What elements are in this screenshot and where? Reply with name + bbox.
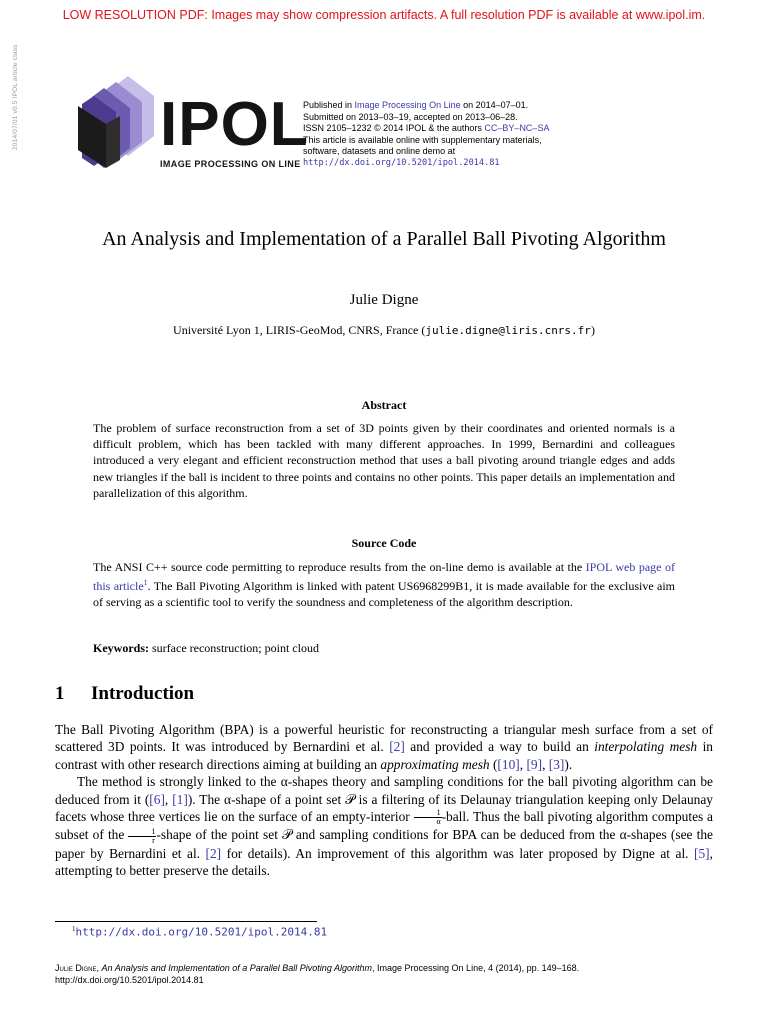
footer-doi[interactable]: http://dx.doi.org/10.5201/ipol.2014.81 xyxy=(55,975,204,985)
paper-title: An Analysis and Implementation of a Parallel Ball Pivoting Algorithm xyxy=(102,228,666,250)
ref-3[interactable]: [3] xyxy=(548,756,565,772)
section-heading xyxy=(55,683,194,705)
footnote-rule xyxy=(55,921,317,922)
publication-info xyxy=(303,100,723,169)
fraction-one-over-alpha: $\frac{1}{\alpha}$ xyxy=(414,809,442,826)
intro-body xyxy=(55,721,713,880)
ipol-article-link[interactable]: IPOL web page of this article xyxy=(93,560,675,594)
logo-subtitle: IMAGE PROCESSING ON LINE xyxy=(160,159,301,169)
logo-wordmark: IPOL xyxy=(160,90,309,159)
footer-author: Julie Digne xyxy=(55,963,97,973)
ref-6[interactable]: [6] xyxy=(149,791,165,807)
abstract-text: The problem of surface reconstruction from a set of 3D points given by their coordinates and oriented normals is a difficult problem, which has been tackled with many different approaches. In 1999, Bernardini and colleagues introduced a very elegant and efficient reconstruction method that uses a ball pivoting around triangle edges and adds new triangles if the ball is incident to three points and contains no other points. This paper details an implementation and parallelization of this algorithm. xyxy=(93,421,675,500)
keywords xyxy=(93,641,319,656)
side-version-stamp: 2014/07/01 v0.5 IPOL article class xyxy=(12,44,19,150)
source-code-text: The ANSI C++ source code permitting to reproduce results from the on-line demo is available at the IPOL web page of this article$^1$. The Ball Pivoting Algorithm is linked with patent US6968299B1, it is made available for the exclusive aim of serving as a scientific tool to verify the soundness and completeness of the algorithm description. xyxy=(93,560,675,610)
doi-link[interactable]: http://dx.doi.org/10.5201/ipol.2014.81 xyxy=(303,157,500,168)
footnote xyxy=(72,925,327,939)
submitted-line: Submitted on 2013–03–19, accepted on 2013–06–28. xyxy=(303,111,518,122)
footnote-url[interactable]: http://dx.doi.org/10.5201/ipol.2014.81 xyxy=(75,925,328,939)
keywords-label: Keywords: xyxy=(93,641,149,655)
section-number: 1 xyxy=(55,683,65,704)
license-link[interactable]: CC–BY–NC–SA xyxy=(484,123,550,133)
ref-1[interactable]: [1] xyxy=(172,791,188,807)
online-line-1: This article is available online with supplementary materials, xyxy=(303,134,542,145)
issn-line: ISSN 2105–1232 © 2014 IPOL & the authors CC–BY–NC–SA xyxy=(303,123,550,133)
page-footer xyxy=(55,962,715,986)
footer-title: An Analysis and Implementation of a Parallel Ball Pivoting Algorithm xyxy=(101,963,373,973)
source-code-heading: Source Code xyxy=(351,536,417,550)
section-title: Introduction xyxy=(91,683,195,704)
published-line: Published in Image Processing On Line on 2014–07–01. xyxy=(303,100,529,110)
ref-2[interactable]: [2] xyxy=(389,739,405,755)
keywords-text: surface reconstruction; point cloud xyxy=(149,641,319,655)
ref-10[interactable]: [10] xyxy=(497,756,520,772)
low-resolution-banner[interactable]: LOW RESOLUTION PDF: Images may show compression artifacts. A full resolution PDF is available at www.ipol.im. xyxy=(62,8,706,22)
ref-5[interactable]: [5] xyxy=(694,845,710,861)
ref-2b[interactable]: [2] xyxy=(205,845,222,861)
paper-author: Julie Digne xyxy=(349,292,419,308)
online-line-2: software, datasets and online demo at xyxy=(303,146,456,156)
journal-link[interactable]: Image Processing On Line xyxy=(354,100,461,110)
fraction-one-over-r: $\frac{1}{r}$ xyxy=(128,828,156,845)
author-affiliation: Université Lyon 1, LIRIS-GeoMod, CNRS, France (julie.digne@liris.cnrs.fr) xyxy=(173,323,595,337)
ref-9[interactable]: [9] xyxy=(526,756,543,772)
footnote-number: 1 xyxy=(72,925,76,933)
footnote-marker[interactable]: 1 xyxy=(143,578,148,588)
abstract-heading: Abstract xyxy=(361,398,407,412)
intro-paragraph-1: The Ball Pivoting Algorithm (BPA) is a powerful heuristic for reconstructing a triangular mesh surface from a set of scattered 3D points. It was introduced by Bernardini et al. [2] and provided a way to build an interpolating mesh in contrast with other research directions aiming at building an approximating mesh ([10], [9], [3]). xyxy=(55,722,713,772)
intro-paragraph-2: The method is strongly linked to the α-shapes theory and sampling conditions for the ball pivoting algorithm can be deduced from it ([6], [1]). The α-shape of a point set 𝒫 is a filtering of its Delaunay triangulation keeping only Delaunay facets whose three vertices lie on the surface of an empty-interior $\frac{1}{\alpha}$ -ball. Thus the ball pivoting algorithm computes a subset of the $\frac{1}{r}$ -shape of the point set 𝒫 and sampling conditions for BPA can be deduced from the α-shapes (see the paper by Bernardini et al. [2] for details). An improvement of this algorithm was later proposed by Digne at al. [5], attempting to better preserve the details. xyxy=(55,774,713,879)
footer-citation: Julie Digne, An Analysis and Implementation of a Parallel Ball Pivoting Algorithm, Image Processing On Line, 4 (2014), pp. 149–168. xyxy=(55,963,580,973)
author-email[interactable]: julie.digne@liris.cnrs.fr xyxy=(425,324,591,337)
logo-layer-dark-side xyxy=(106,116,120,168)
